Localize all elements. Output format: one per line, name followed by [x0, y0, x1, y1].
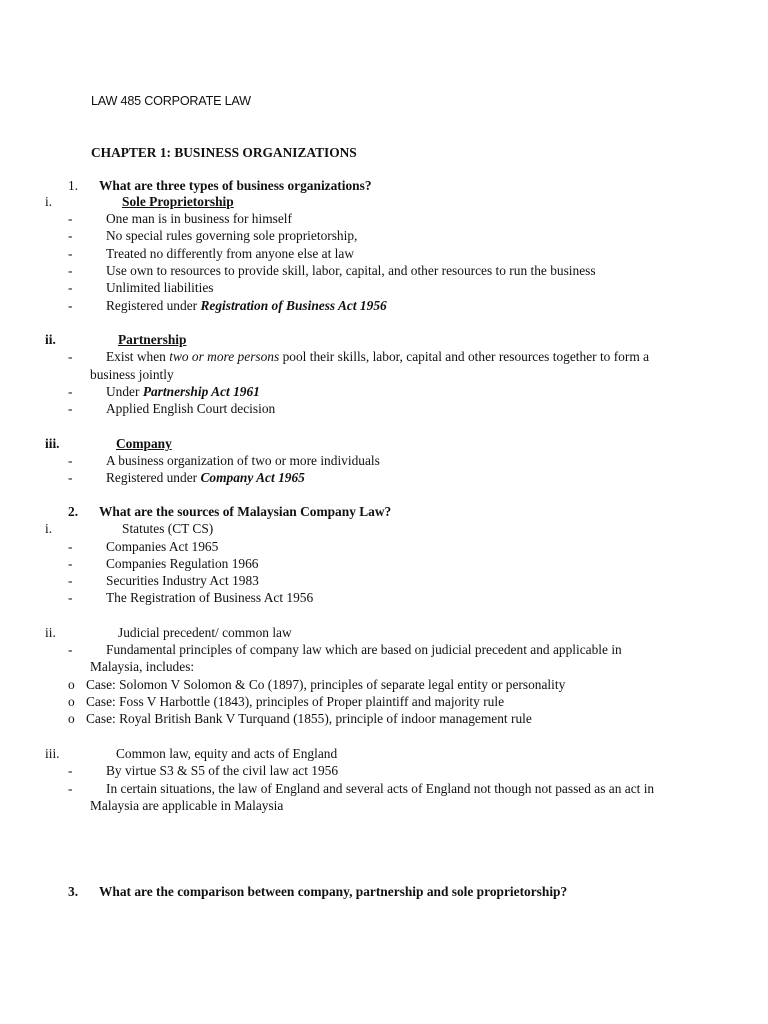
judicial-precedent-title: Judicial precedent/ common law [118, 625, 292, 640]
section-marker: i. [45, 194, 53, 209]
act-name: Partnership Act 1961 [142, 384, 260, 399]
list-item: No special rules governing sole proprietorship, [106, 228, 358, 243]
list-item: Unlimited liabilities [106, 280, 214, 295]
question-3-number: 3. [68, 884, 79, 899]
list-item: Companies Regulation 1966 [106, 556, 259, 571]
dash-bullet: - [68, 642, 73, 657]
list-item: Fundamental principles of company law which are based on judicial precedent and applicable in [106, 642, 622, 657]
list-item-registration: Registered under Registration of Business Act 1956 [106, 298, 387, 313]
list-item-continuation: business jointly [90, 367, 174, 382]
list-item: By virtue S3 & S5 of the civil law act 1956 [106, 763, 339, 778]
section-marker: iii. [45, 746, 60, 761]
case-item: Case: Royal British Bank V Turquand (1855), principle of indoor management rule [86, 711, 532, 726]
dash-bullet: - [68, 263, 73, 278]
dash-bullet: - [68, 453, 73, 468]
dash-bullet: - [68, 590, 73, 605]
chapter-title: CHAPTER 1: BUSINESS ORGANIZATIONS [91, 145, 357, 160]
dash-bullet: - [68, 401, 73, 416]
dash-bullet: - [68, 470, 73, 485]
dash-bullet: - [68, 781, 73, 796]
partnership-title: Partnership [118, 332, 187, 347]
list-item: Under Partnership Act 1961 [106, 384, 260, 399]
list-item: One man is in business for himself [106, 211, 292, 226]
case-item: Case: Foss V Harbottle (1843), principles of Proper plaintiff and majority rule [86, 694, 505, 709]
dash-bullet: - [68, 539, 73, 554]
dash-bullet: - [68, 763, 73, 778]
statutes-title: Statutes (CT CS) [122, 521, 214, 536]
list-item: Applied English Court decision [106, 401, 276, 416]
question-2-number: 2. [68, 504, 79, 519]
list-item: Treated no differently from anyone else at law [106, 246, 355, 261]
section-marker: ii. [45, 332, 56, 347]
question-1-number: 1. [68, 178, 79, 193]
list-item: The Registration of Business Act 1956 [106, 590, 314, 605]
dash-bullet: - [68, 384, 73, 399]
list-item-continuation: Malaysia are applicable in Malaysia [90, 798, 284, 813]
list-item: Companies Act 1965 [106, 539, 219, 554]
case-item: Case: Solomon V Solomon & Co (1897), principles of separate legal entity or personality [86, 677, 566, 692]
question-2-text: What are the sources of Malaysian Company Law? [99, 504, 392, 519]
list-item: A business organization of two or more individuals [106, 453, 380, 468]
dash-bullet: - [68, 280, 73, 295]
dash-bullet: - [68, 246, 73, 261]
company-title: Company [116, 436, 172, 451]
section-marker: ii. [45, 625, 56, 640]
list-item: Use own to resources to provide skill, labor, capital, and other resources to run the business [106, 263, 596, 278]
circle-bullet: o [68, 711, 75, 726]
list-item: Securities Industry Act 1983 [106, 573, 259, 588]
sole-proprietorship-title: Sole Proprietorship [122, 194, 234, 209]
section-marker: i. [45, 521, 53, 536]
common-law-title: Common law, equity and acts of England [116, 746, 338, 761]
dash-bullet: - [68, 298, 73, 313]
section-marker: iii. [45, 436, 60, 451]
dash-bullet: - [68, 211, 73, 226]
dash-bullet: - [68, 349, 73, 364]
list-item-continuation: Malaysia, includes: [90, 659, 195, 674]
act-name: Company Act 1965 [200, 470, 305, 485]
act-name: Registration of Business Act 1956 [200, 298, 387, 313]
list-item: Registered under Company Act 1965 [106, 470, 305, 485]
question-3-text: What are the comparison between company, partnership and sole proprietorship? [99, 884, 568, 899]
question-1-text: What are three types of business organizations? [99, 178, 372, 193]
list-item: In certain situations, the law of England and several acts of England not though not passed as an act in [106, 781, 655, 796]
dash-bullet: - [68, 573, 73, 588]
dash-bullet: - [68, 556, 73, 571]
list-item: Exist when two or more persons pool their skills, labor, capital and other resources together to form a [106, 349, 650, 364]
circle-bullet: o [68, 677, 75, 692]
course-header: LAW 485 CORPORATE LAW [91, 94, 251, 108]
circle-bullet: o [68, 694, 75, 709]
dash-bullet: - [68, 228, 73, 243]
